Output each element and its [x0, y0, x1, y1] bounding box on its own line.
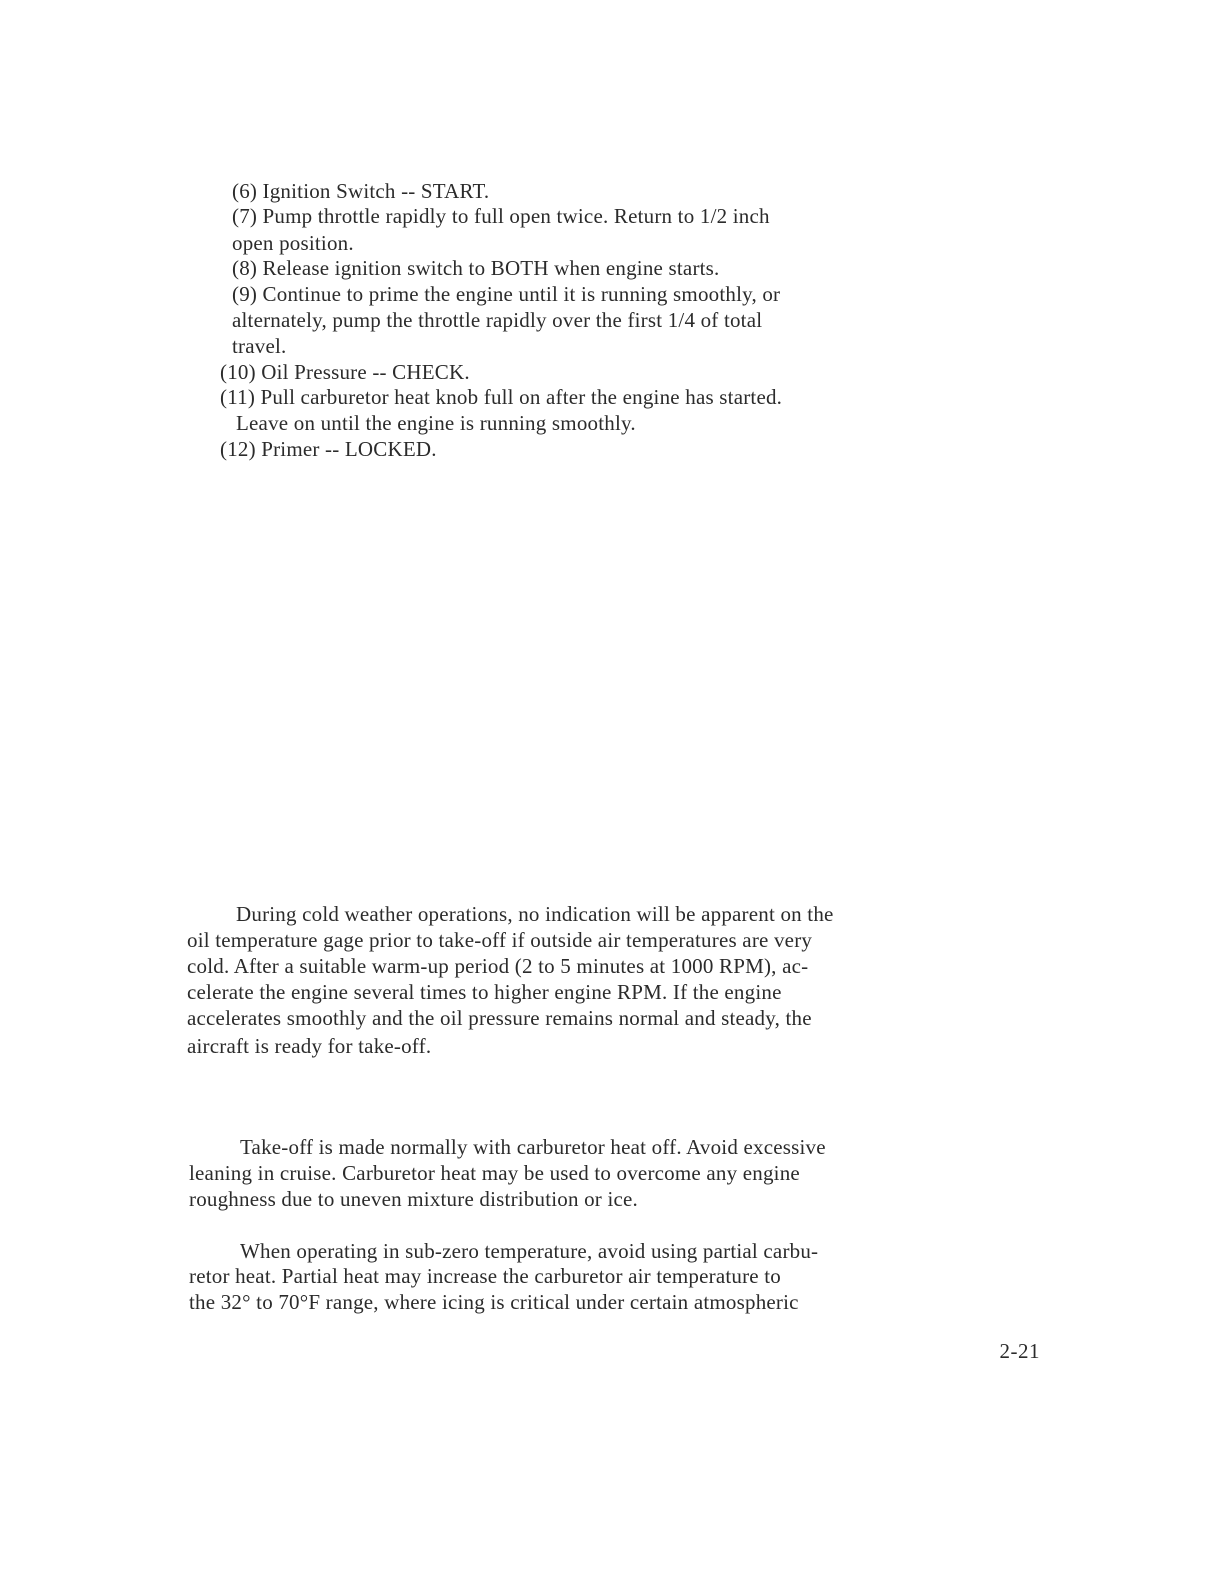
- paragraph-line: the 32° to 70°F range, where icing is critical under certain atmospheric: [189, 1290, 799, 1314]
- checklist-item-12: (12) Primer -- LOCKED.: [220, 437, 437, 461]
- checklist-item-6: (6) Ignition Switch -- START.: [232, 179, 490, 203]
- paragraph-line: accelerates smoothly and the oil pressure remains normal and steady, the: [187, 1006, 812, 1030]
- paragraph-line: aircraft is ready for take-off.: [187, 1034, 432, 1058]
- paragraph-line: When operating in sub-zero temperature, avoid using partial carbu-: [240, 1239, 819, 1263]
- checklist-item-11: (11) Pull carburetor heat knob full on after the engine has started.: [220, 385, 783, 409]
- checklist-item-11-continued: Leave on until the engine is running smoothly.: [236, 411, 636, 435]
- paragraph-line: celerate the engine several times to higher engine RPM. If the engine: [187, 980, 782, 1004]
- paragraph-line: Take-off is made normally with carburetor heat off. Avoid excessive: [240, 1135, 826, 1159]
- paragraph-line: retor heat. Partial heat may increase the carburetor air temperature to: [189, 1264, 781, 1288]
- checklist-item-9: (9) Continue to prime the engine until it is running smoothly, or: [232, 282, 781, 306]
- page-number: 2-21: [999, 1339, 1040, 1363]
- checklist-item-10: (10) Oil Pressure -- CHECK.: [220, 360, 470, 384]
- checklist-item-8: (8) Release ignition switch to BOTH when engine starts.: [232, 256, 720, 280]
- paragraph-line: roughness due to uneven mixture distribution or ice.: [189, 1187, 638, 1211]
- checklist-item-7-continued: open position.: [232, 231, 354, 255]
- checklist-item-9-continued-2: travel.: [232, 334, 287, 358]
- checklist-item-9-continued: alternately, pump the throttle rapidly over the first 1/4 of total: [232, 308, 763, 332]
- paragraph-line: During cold weather operations, no indication will be apparent on the: [236, 902, 834, 926]
- paragraph-line: leaning in cruise. Carburetor heat may be used to overcome any engine: [189, 1161, 800, 1185]
- paragraph-line: oil temperature gage prior to take-off if outside air temperatures are very: [187, 928, 813, 952]
- checklist-item-7: (7) Pump throttle rapidly to full open twice. Return to 1/2 inch: [232, 204, 770, 228]
- paragraph-line: cold. After a suitable warm-up period (2 to 5 minutes at 1000 RPM), ac-: [187, 954, 809, 978]
